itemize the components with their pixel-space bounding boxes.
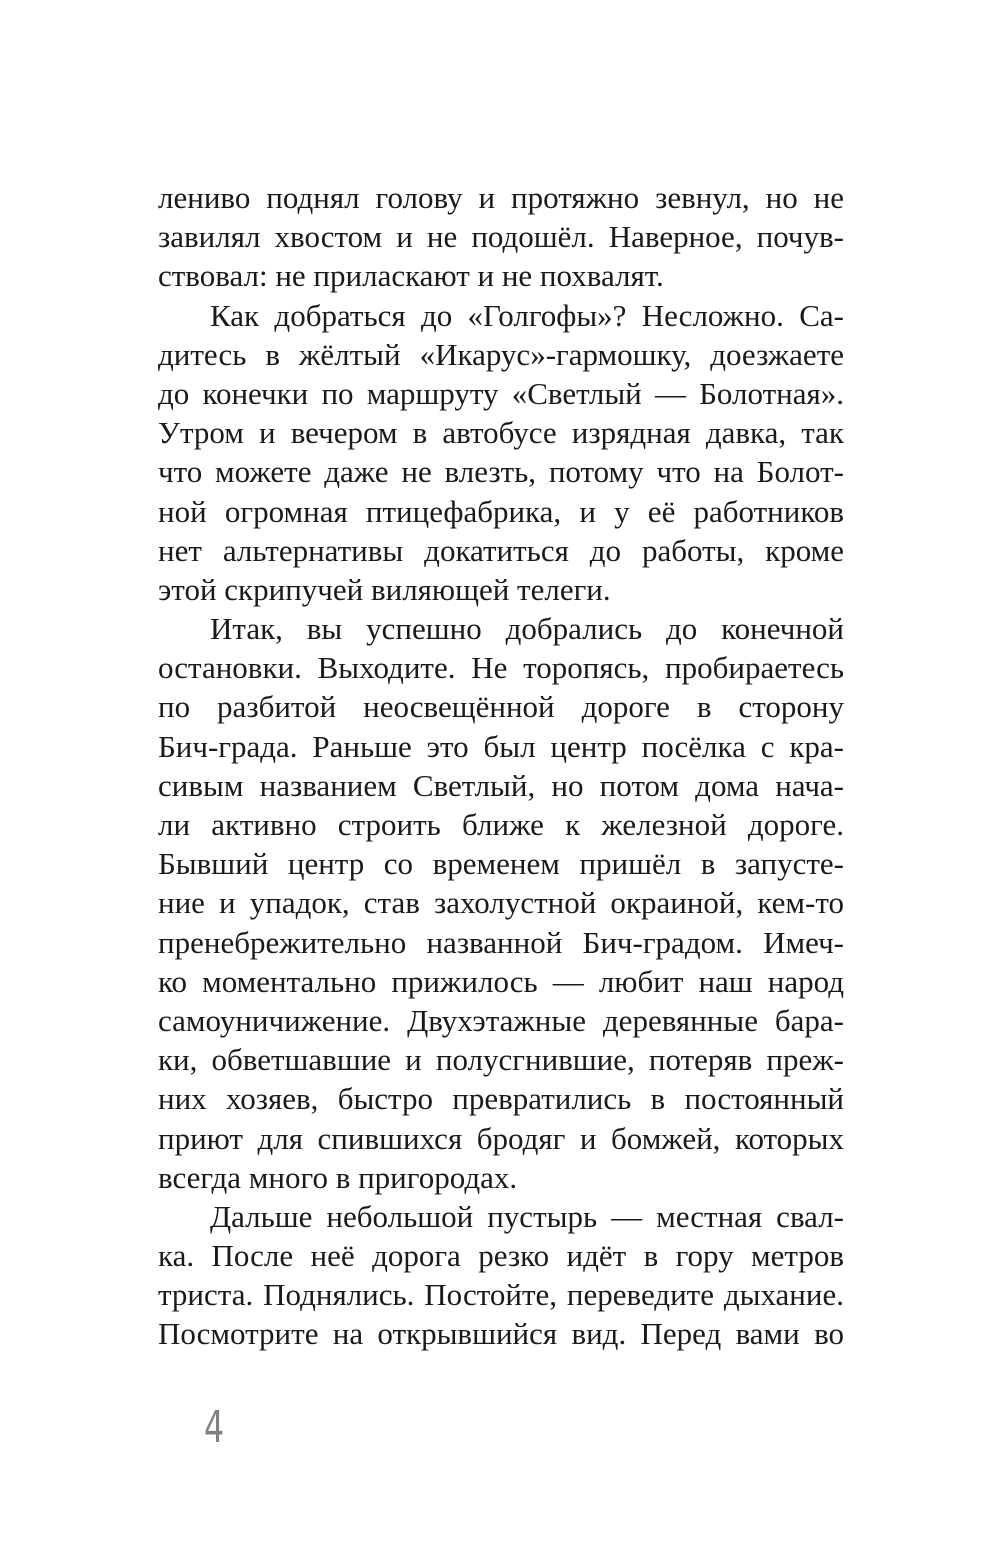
text-line: ко моментально прижилось — любит наш народ [158, 963, 844, 999]
text-line: Бывший центр со временем пришёл в запусте- [158, 846, 844, 882]
text-line: дитесь в жёлтый «Икарус»-гармошку, доезжаете [158, 336, 844, 372]
text-line: Дальше небольшой пустырь — местная свал- [210, 1198, 844, 1234]
text-line: до конечки по маршруту «Светлый — Болотная». [158, 375, 844, 411]
text-line: триста. Поднялись. Постойте, переведите дыхание. [158, 1277, 844, 1313]
body-text [158, 178, 844, 1354]
paragraph-3 [158, 609, 844, 1197]
text-line: ствовал: не приласкают и не похвалят. [158, 258, 664, 294]
text-line: остановки. Выходите. Не торопясь, пробираетесь [158, 650, 844, 686]
text-line: Утром и вечером в автобусе изрядная давка, так [158, 415, 844, 451]
text-line: сивым названием Светлый, но потом дома нача- [158, 767, 844, 803]
text-line: нет альтернативы докатиться до работы, кроме [158, 532, 844, 568]
text-line: пренебрежительно названной Бич-градом. Имеч- [158, 924, 844, 960]
text-line: этой скрипучей виляющей телеги. [158, 571, 611, 607]
text-line: Как добраться до «Голгофы»? Несложно. Са- [210, 297, 844, 333]
text-line: приют для спившихся бродяг и бомжей, которых [158, 1120, 844, 1156]
paragraph-4 [158, 1197, 844, 1354]
text-line: ной огромная птицефабрика, и у её работников [158, 493, 844, 529]
text-line: ки, обветшавшие и полусгнившие, потеряв преж- [158, 1042, 844, 1078]
text-line: завилял хвостом и не подошёл. Наверное, почув- [158, 219, 844, 255]
text-line: по разбитой неосвещённой дороге в сторону [158, 689, 844, 725]
text-line: всегда много в пригородах. [158, 1159, 518, 1195]
page-number: 4 [204, 1402, 225, 1453]
text-line: лениво поднял голову и протяжно зевнул, но не [158, 180, 844, 215]
text-line: Бич-града. Раньше это был центр посёлка с кра- [158, 728, 844, 764]
text-line: ли активно строить ближе к железной дороге. [158, 807, 844, 842]
text-line: что можете даже не влезть, потому что на Болот- [158, 454, 844, 490]
paragraph-1 [158, 178, 844, 296]
paragraph-2 [158, 296, 844, 610]
text-line: Посмотрите на открывшийся вид. Перед вами во [158, 1316, 844, 1352]
text-line: них хозяев, быстро превратились в постоянный [158, 1081, 844, 1117]
text-line: ка. После неё дорога резко идёт в гору метров [158, 1238, 844, 1274]
text-line: самоуничижение. Двухэтажные деревянные бара- [158, 1002, 844, 1038]
text-line: Итак, вы успешно добрались до конечной [210, 611, 844, 647]
text-line: ние и упадок, став захолустной окраиной, кем-то [158, 885, 844, 921]
